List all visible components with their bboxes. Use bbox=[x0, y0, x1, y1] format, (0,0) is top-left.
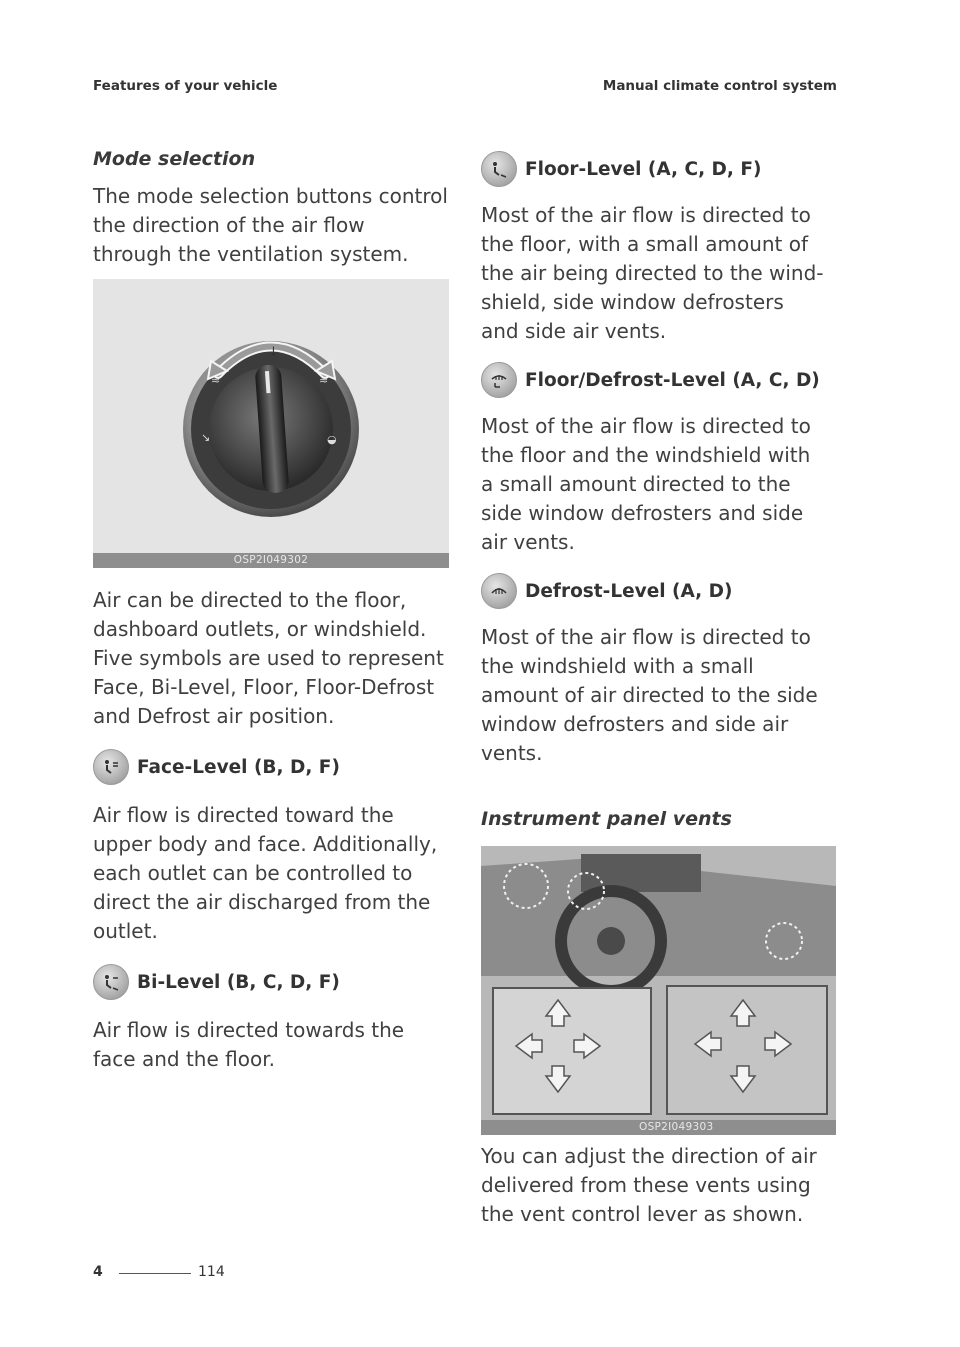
svg-text:◒: ◒ bbox=[327, 433, 337, 446]
svg-text:↓: ↓ bbox=[268, 345, 279, 360]
mode-knob-illustration bbox=[93, 279, 449, 553]
defrost-label: Defrost-Level (A, D) bbox=[525, 580, 733, 602]
defrost-heading bbox=[481, 571, 841, 611]
face-level-text: Air flow is directed toward the upper body and face. Additionally, each outlet can be controlled to direct the air discharged from the outlet. bbox=[93, 803, 438, 943]
air-direction-text: Air can be directed to the floor, dashboard outlets, or windshield. Five symbols are used to represent Face, Bi-Level, Floor, Floor-Defrost and Defrost air position. bbox=[93, 588, 444, 728]
floor-defrost-icon bbox=[481, 362, 517, 398]
footer-divider bbox=[119, 1273, 191, 1274]
left-column bbox=[93, 146, 453, 1074]
instrument-panel-vents-heading: Instrument panel vents bbox=[481, 808, 732, 830]
floor-level-text: Most of the air flow is directed to the floor, with a small amount of the air being directed to the wind- shield, side window defrosters and side air vents. bbox=[481, 203, 824, 343]
defrost-text: Most of the air flow is directed to the windshield with a small amount of air directed to the side window defrosters and side air vents. bbox=[481, 625, 818, 765]
page-number: 114 bbox=[198, 1264, 225, 1280]
vents-text: You can adjust the direction of air delivered from these vents using the vent control lever as shown. bbox=[481, 1144, 817, 1226]
bi-level-text: Air flow is directed towards the face and the floor. bbox=[93, 1018, 405, 1071]
chapter-number: 4 bbox=[93, 1264, 103, 1280]
floor-level-heading bbox=[481, 149, 841, 189]
floor-defrost-label: Floor/Defrost-Level (A, C, D) bbox=[525, 369, 820, 391]
defrost-icon bbox=[481, 573, 517, 609]
bi-level-icon bbox=[93, 964, 129, 1000]
vents-figure bbox=[481, 846, 836, 1135]
face-level-label: Face-Level (B, D, F) bbox=[137, 756, 340, 778]
floor-level-label: Floor-Level (A, C, D, F) bbox=[525, 158, 762, 180]
mode-selection-heading: Mode selection bbox=[93, 148, 256, 170]
bi-level-heading bbox=[93, 962, 453, 1002]
header-section-title: Features of your vehicle bbox=[93, 78, 278, 94]
floor-defrost-text: Most of the air flow is directed to the floor and the windshield with a small amount directed to the side window defrosters and side air vents. bbox=[481, 414, 811, 554]
floor-level-icon bbox=[481, 151, 517, 187]
dashboard-vents-illustration bbox=[481, 846, 836, 1120]
figure-caption: OSP2I049303 bbox=[481, 1120, 836, 1135]
svg-text:↘: ↘ bbox=[201, 431, 211, 444]
right-column bbox=[481, 146, 841, 1229]
mode-selection-intro: The mode selection buttons control the direction of the air flow through the ventilation system. bbox=[93, 184, 448, 266]
face-level-heading bbox=[93, 747, 453, 787]
header-page-title: Manual climate control system bbox=[602, 78, 837, 94]
face-level-icon bbox=[93, 749, 129, 785]
figure-caption: OSP2I049302 bbox=[93, 553, 449, 568]
bi-level-label: Bi-Level (B, C, D, F) bbox=[137, 971, 340, 993]
floor-defrost-heading bbox=[481, 360, 841, 400]
svg-text:≈: ≈ bbox=[319, 374, 329, 387]
svg-text:≈: ≈ bbox=[211, 374, 221, 387]
mode-knob-figure bbox=[93, 279, 449, 568]
